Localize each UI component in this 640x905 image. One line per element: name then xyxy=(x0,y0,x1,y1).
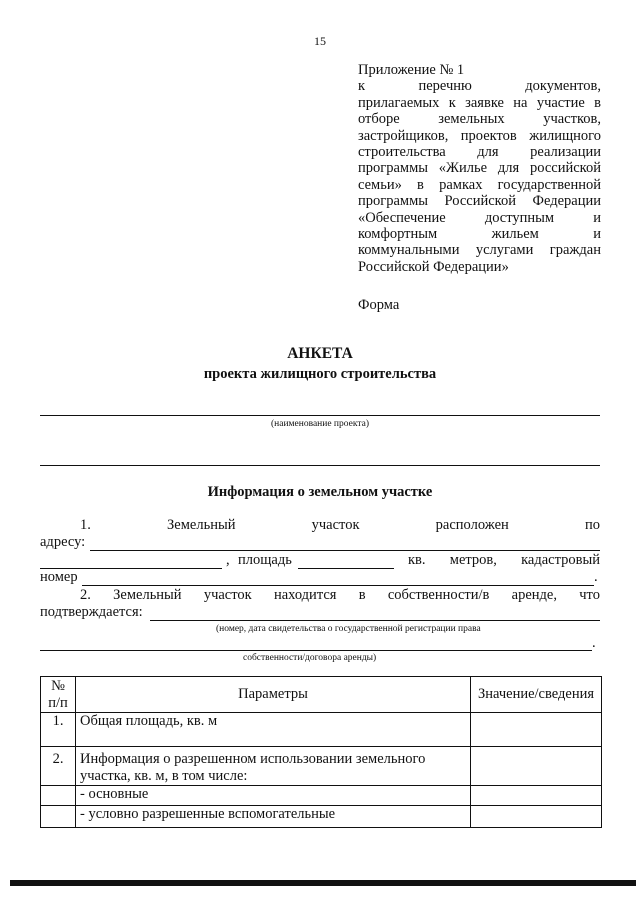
item1-line xyxy=(40,517,600,534)
appendix-line xyxy=(358,62,601,78)
form-label: Форма xyxy=(358,297,400,313)
row-num xyxy=(41,806,76,828)
item1-word: 1. xyxy=(80,517,91,533)
appendix-word: строительства xyxy=(358,144,446,161)
row-value[interactable] xyxy=(471,713,602,747)
address-field-continued[interactable] xyxy=(40,553,222,569)
appendix-word: отборе xyxy=(358,111,400,128)
item2-word: собственности/в xyxy=(387,587,490,603)
item2-line xyxy=(40,587,600,604)
page-number: 15 xyxy=(314,34,326,48)
row-num xyxy=(41,786,76,806)
row-value[interactable] xyxy=(471,786,602,806)
row-param: - условно разрешенные вспомогательные xyxy=(76,806,471,828)
row-value[interactable] xyxy=(471,747,602,786)
project-name-line-2[interactable] xyxy=(40,465,600,466)
appendix-word: российской xyxy=(529,160,601,177)
appendix-line xyxy=(358,144,601,160)
table-row xyxy=(41,713,602,747)
appendix-word: в xyxy=(417,176,424,193)
scan-edge-bar xyxy=(10,880,636,886)
appendix-word: Приложение № 1 xyxy=(358,62,465,78)
area-unit-word: кадастровый xyxy=(521,552,600,568)
area-label: площадь xyxy=(238,552,292,568)
table-header-row xyxy=(41,677,602,713)
appendix-line xyxy=(358,111,601,127)
appendix-note xyxy=(358,62,601,275)
row-value[interactable] xyxy=(471,806,602,828)
appendix-word: земельных xyxy=(438,111,505,128)
appendix-word: «Обеспечение xyxy=(358,209,446,226)
appendix-word: рамках xyxy=(439,176,483,193)
document-subtitle: проекта жилищного строительства xyxy=(203,366,437,382)
appendix-word: заявке xyxy=(465,94,504,111)
row-param: Информация о разрешенном использовании земельного участка, кв. м, в том числе: xyxy=(76,747,471,786)
area-units-line xyxy=(408,552,600,569)
appendix-word: программы xyxy=(358,160,428,177)
ownership-caption-1: (номер, дата свидетельства о государственной регистрации права xyxy=(216,624,481,634)
appendix-word: семьи» xyxy=(358,176,402,193)
appendix-word: реализации xyxy=(530,144,601,161)
ownership-caption-2: собственности/договора аренды) xyxy=(243,653,377,663)
row-num: 2. xyxy=(41,747,76,786)
appendix-word: для xyxy=(477,144,499,161)
table-row xyxy=(41,806,602,828)
appendix-word: к xyxy=(358,78,366,95)
row-param: - основные xyxy=(76,786,471,806)
appendix-word: в xyxy=(594,94,601,111)
appendix-word: «Жилье xyxy=(438,160,488,177)
project-name-caption: (наименование проекта) xyxy=(270,419,369,429)
appendix-word: для xyxy=(497,160,520,177)
item1-word: по xyxy=(584,517,600,533)
appendix-word: на xyxy=(513,94,528,111)
project-name-line[interactable] xyxy=(40,415,600,416)
appendix-word: граждан xyxy=(549,242,601,259)
appendix-word: и xyxy=(593,226,601,243)
appendix-word: доступным xyxy=(484,209,555,226)
item1-word: Земельный xyxy=(167,517,236,533)
item2-word: аренде, xyxy=(511,587,557,603)
address-field[interactable] xyxy=(90,535,600,551)
appendix-word: перечню xyxy=(418,78,472,95)
parameters-table xyxy=(40,676,602,828)
item2-end-period: . xyxy=(592,635,596,651)
appendix-word: программы xyxy=(358,193,428,210)
confirmed-label: подтверждается: xyxy=(40,604,143,620)
item2-word: 2. xyxy=(80,587,91,603)
appendix-word: государственной xyxy=(497,176,601,193)
appendix-word: услугами xyxy=(475,242,534,259)
appendix-line xyxy=(358,193,601,209)
row-param: Общая площадь, кв. м xyxy=(76,713,471,747)
row-num: 1. xyxy=(41,713,76,747)
appendix-word: комфортным xyxy=(358,226,438,243)
appendix-line xyxy=(358,160,601,176)
header-value: Значение/сведения xyxy=(471,677,602,713)
item2-word: в xyxy=(358,587,366,603)
appendix-word: застройщиков, xyxy=(358,127,449,144)
appendix-line xyxy=(358,177,601,193)
appendix-word: Федерации xyxy=(532,193,601,210)
appendix-line xyxy=(358,95,601,111)
table-row xyxy=(41,786,602,806)
item2-word: что xyxy=(579,587,600,603)
appendix-line xyxy=(358,242,601,258)
table-row xyxy=(41,747,602,786)
ownership-document-field-2[interactable] xyxy=(40,635,592,651)
item1-word: участок xyxy=(311,517,360,533)
ownership-document-field[interactable] xyxy=(150,605,600,621)
appendix-line xyxy=(358,226,601,242)
area-unit-word: кв. xyxy=(408,552,426,568)
cadastral-number-label: номер xyxy=(40,569,78,585)
item2-word: Земельный xyxy=(113,587,182,603)
appendix-word: участков, xyxy=(543,111,601,128)
appendix-line xyxy=(358,78,601,94)
area-field[interactable] xyxy=(298,553,394,569)
appendix-word: к xyxy=(448,94,456,111)
item1-word: расположен xyxy=(435,517,509,533)
appendix-line xyxy=(358,128,601,144)
appendix-word: участие xyxy=(536,94,585,111)
appendix-word: жильем xyxy=(491,226,539,243)
appendix-line xyxy=(358,210,601,226)
appendix-word: документов, xyxy=(525,78,601,95)
appendix-word: жилищного xyxy=(529,127,601,144)
header-params: Параметры xyxy=(76,677,471,713)
appendix-word: Российской xyxy=(444,193,516,210)
comma: , xyxy=(226,552,230,568)
item2-word: находится xyxy=(273,587,337,603)
section-title: Информация о земельном участке xyxy=(207,484,433,500)
address-label: адресу: xyxy=(40,534,86,550)
area-unit-word: метров, xyxy=(449,552,497,568)
item1-end-period: . xyxy=(594,569,598,585)
appendix-word: коммунальными xyxy=(358,242,460,259)
item2-word: участок xyxy=(203,587,252,603)
appendix-word: проектов xyxy=(460,127,517,144)
appendix-word: прилагаемых xyxy=(358,94,440,111)
cadastral-number-field[interactable] xyxy=(82,570,594,586)
header-num: № п/п xyxy=(41,677,76,713)
appendix-word: Российской Федерации» xyxy=(358,258,509,275)
document-title: АНКЕТА xyxy=(287,345,353,362)
appendix-line xyxy=(358,259,601,275)
appendix-word: и xyxy=(593,209,601,226)
